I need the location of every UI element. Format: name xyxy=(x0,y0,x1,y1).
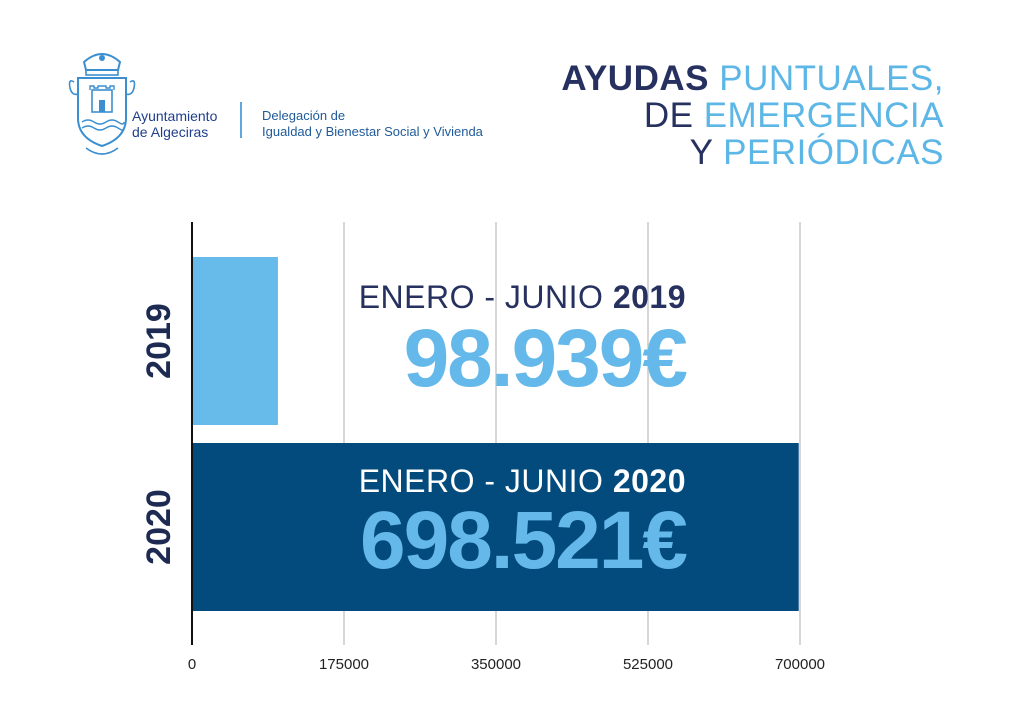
x-tick-label: 700000 xyxy=(774,656,826,673)
bar-amount-label: 698.521€ xyxy=(359,495,686,586)
title-line2-rest: EMERGENCIA xyxy=(703,96,944,135)
title-line3-rest: PERIÓDICAS xyxy=(723,133,944,172)
period-year: 2019 xyxy=(612,279,686,315)
dept-line2: Igualdad y Bienestar Social y Vivienda xyxy=(262,124,483,139)
x-tick-label: 175000 xyxy=(318,656,370,673)
org-name-line1: Ayuntamiento xyxy=(132,108,218,124)
period-text: ENERO - JUNIO xyxy=(358,279,613,315)
bar-amount-label: 98.939€ xyxy=(403,313,686,404)
org-name-line2: de Algeciras xyxy=(132,124,209,140)
dept-line1: Delegación de xyxy=(262,108,346,123)
x-tick-label: 525000 xyxy=(622,656,674,673)
y-category-label: 2020 xyxy=(140,489,178,565)
bar-2019 xyxy=(192,257,278,425)
bar-period-label xyxy=(359,463,686,499)
title-line3-dark: Y xyxy=(689,133,713,172)
title-line2-dark: DE xyxy=(643,96,694,135)
x-tick-label: 350000 xyxy=(470,656,522,673)
title-line1-bold: AYUDAS xyxy=(561,59,709,98)
bar-period-label xyxy=(359,279,686,315)
period-text: ENERO - JUNIO xyxy=(358,463,613,499)
title-line1-rest: PUNTUALES, xyxy=(719,59,944,98)
period-year: 2020 xyxy=(612,463,686,499)
y-category-label: 2019 xyxy=(140,303,178,379)
x-tick-label: 0 xyxy=(187,656,197,673)
